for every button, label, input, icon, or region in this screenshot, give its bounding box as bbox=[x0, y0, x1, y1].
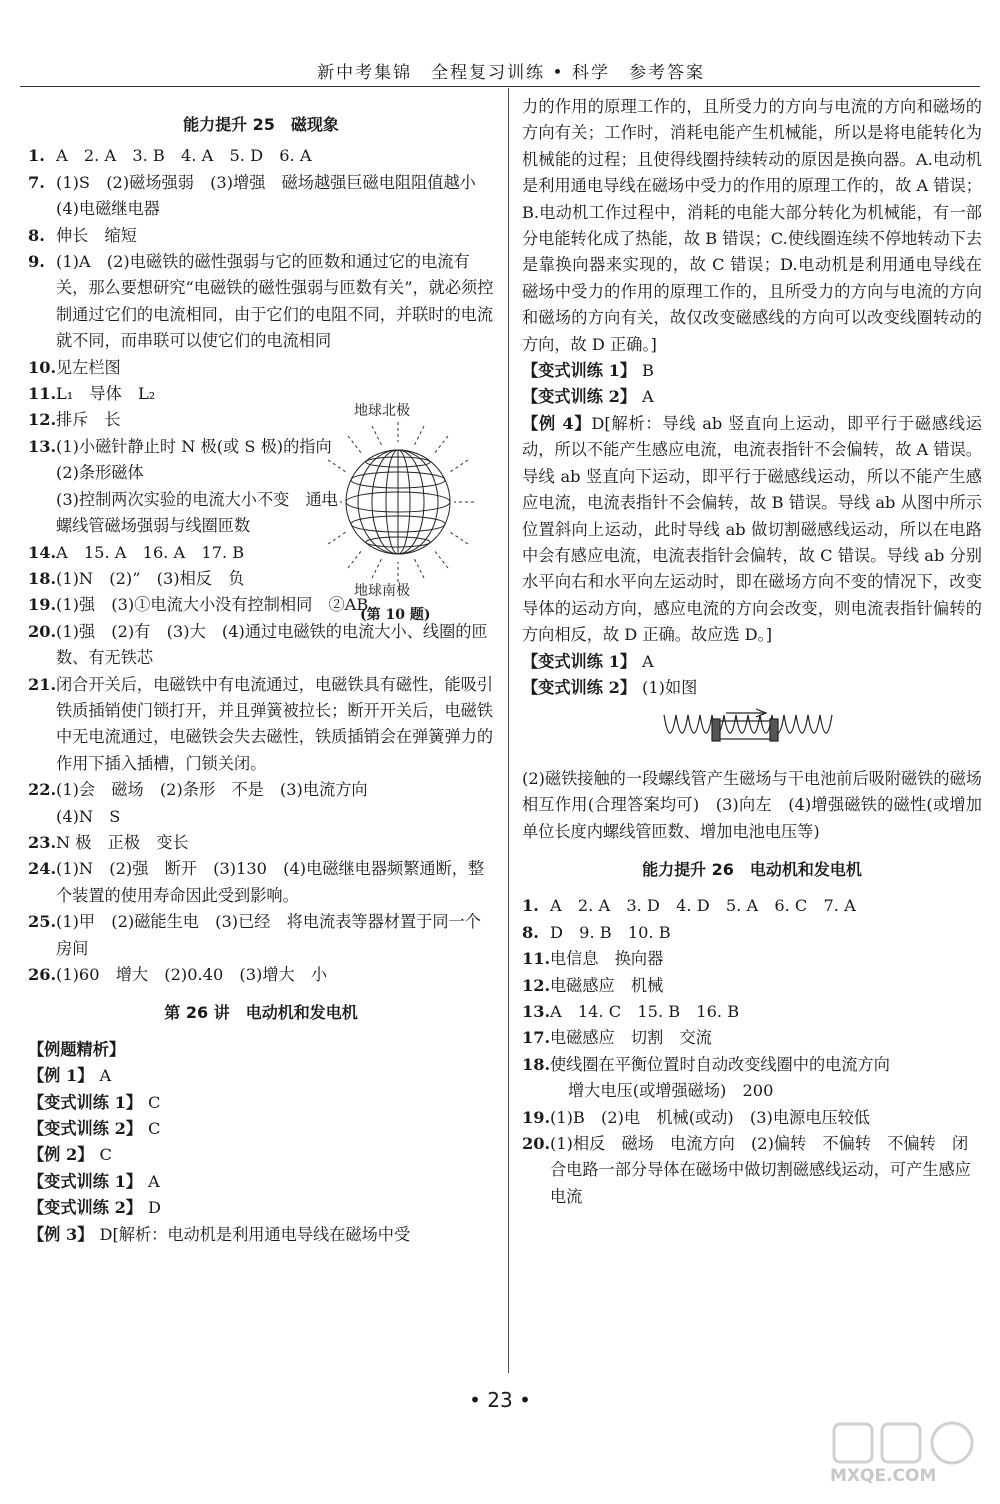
question-number: 22. bbox=[28, 780, 57, 800]
south-pole-label: 地球南极 bbox=[354, 583, 410, 599]
answer-text: (4)N S bbox=[56, 806, 121, 826]
question-number: 7. bbox=[28, 172, 45, 192]
answer-text: (1)B (2)电 机械(或动) (3)电源电压较低 bbox=[550, 1107, 870, 1127]
question-number: 13. bbox=[522, 1002, 551, 1021]
example-answer: (1)如图 bbox=[642, 677, 698, 697]
answer-line bbox=[28, 804, 494, 830]
example-tag: 【例 3】 bbox=[28, 1224, 94, 1244]
example-tag: 【变式训练 1】 bbox=[28, 1171, 143, 1191]
variant2-answer: (2)磁铁接触的一段螺线管产生磁场与干电池前后吸附磁铁的磁场相互作用(合理答案均可) (3)向左 (4)增强磁铁的磁性(或增加单位长度内螺线管匝数、增加电池电压等) bbox=[522, 768, 982, 841]
question-number: 8. bbox=[28, 225, 45, 245]
answer-text: (1)N (2)” (3)相反 负 bbox=[56, 568, 245, 588]
answer-line bbox=[28, 909, 494, 962]
answer-line bbox=[522, 1078, 982, 1104]
answer-text: A 14. C 15. B 16. B bbox=[550, 1002, 740, 1021]
answer-line bbox=[522, 999, 982, 1025]
answer-line bbox=[522, 920, 982, 946]
solenoid-battery-figure bbox=[656, 707, 836, 753]
question-number: 11. bbox=[522, 949, 551, 969]
example-tag: 【变式训练 2】 bbox=[28, 1119, 143, 1139]
example-answer: A bbox=[642, 651, 654, 671]
question-number: 26. bbox=[28, 965, 57, 984]
answer-line bbox=[28, 170, 494, 223]
answer-line bbox=[28, 381, 352, 407]
answer-text: 伸长 缩短 bbox=[56, 225, 137, 245]
answer-text: (3)控制两次实验的电流大小不变 通电螺线管磁场强弱与线圈匝数 bbox=[56, 489, 338, 536]
north-pole-label: 地球北极 bbox=[354, 403, 410, 419]
example-line bbox=[28, 1222, 494, 1248]
lecture-title-26: 第 26 讲 电动机和发电机 bbox=[164, 1003, 358, 1023]
example4-text: D[解析：导线 ab 竖直向上运动，即平行于磁感线运动，所以不能产生感应电流，电流表指针不会偏转，故 A 错误。导线 ab 竖直向下运动，即平行于磁感线运动，所以不能产生感应电流，电流表指针不会偏转，故 B 错误。导线 ab 从图中所示位置斜向上运动，此时导线 ab 做切割磁感线运动，所以在电路中会有感应电流，电流表指针会偏转，故 C 错误。导线 ab 分别水平向右和水平向左运动时，即在磁场方向不变的情况下，改变导体的运动方向，感应电流的方向会改变，则电流表指针偏转的方向相反，故 D 正确。故应选 D。] bbox=[522, 413, 982, 645]
example-line bbox=[522, 358, 982, 384]
answer-line bbox=[28, 619, 494, 672]
question-number: 18. bbox=[28, 568, 57, 588]
question-number: 17. bbox=[522, 1028, 551, 1048]
answer-line bbox=[28, 962, 494, 988]
question-number: 14. bbox=[28, 542, 57, 562]
question-number: 13. bbox=[28, 436, 57, 456]
question-number: 23. bbox=[28, 832, 57, 852]
example-line bbox=[28, 1195, 494, 1221]
answer-text: (1)A (2)电磁铁的磁性强弱与它的匝数和通过它的电流有关，那么要想研究“电磁铁的磁性强弱与匝数有关”，就必须控制通过它们的电流相同，由于它们的电阻不同，并联时的电流就不同，而串联可以使它们的电流相同 bbox=[56, 252, 494, 351]
column-divider bbox=[508, 88, 509, 1373]
example-tag: 【例 1】 bbox=[28, 1066, 94, 1086]
answer-line bbox=[522, 1025, 982, 1051]
example-answer: A bbox=[99, 1066, 112, 1086]
answer-text: A 2. A 3. B 4. A 5. D 6. A bbox=[56, 146, 312, 166]
answer-text: (1)相反 磁场 电流方向 (2)偏转 不偏转 不偏转 闭合电路一部分导体在磁场中做切割磁感线运动，可产生感应电流 bbox=[550, 1134, 971, 1206]
answer-line bbox=[28, 249, 494, 355]
example4-block bbox=[522, 411, 982, 649]
question-number: 1. bbox=[28, 146, 45, 166]
question-number: 12. bbox=[28, 410, 57, 430]
right-column bbox=[522, 94, 982, 1210]
example-answer: C bbox=[148, 1119, 161, 1139]
example-tag: 【变式训练 1】 bbox=[28, 1092, 143, 1112]
answer-line bbox=[522, 973, 982, 999]
example-line bbox=[522, 384, 982, 410]
section-title-25: 能力提升 25 磁现象 bbox=[183, 115, 339, 134]
watermark-text: MXQE.COM bbox=[830, 1466, 937, 1486]
answer-line bbox=[28, 434, 352, 487]
answer-text: (1)小磁针静止时 N 极(或 S 极)的指向 (2)条形磁体 bbox=[56, 436, 348, 483]
answer-text: A 15. A 16. A 17. B bbox=[56, 542, 245, 562]
question-number: 9. bbox=[28, 252, 45, 272]
question-number: 18. bbox=[522, 1054, 551, 1074]
answer-text: N 极 正极 变长 bbox=[56, 832, 189, 852]
question-number: 20. bbox=[28, 621, 57, 641]
example-line bbox=[28, 1116, 494, 1142]
answer-text: 电磁感应 机械 bbox=[550, 975, 664, 995]
answer-line bbox=[522, 946, 982, 972]
example-answer: D[解析：电动机是利用通电导线在磁场中受 bbox=[99, 1224, 411, 1244]
answers-block-26 bbox=[522, 893, 982, 1210]
answer-line bbox=[28, 355, 352, 381]
answer-text: 排斥 长 bbox=[56, 410, 121, 430]
earth-magnetic-field-figure bbox=[322, 400, 474, 626]
answer-text: 增大电压(或增强磁场) 200 bbox=[568, 1081, 774, 1101]
answer-text: (1)N (2)强 断开 (3)130 (4)电磁继电器频繁通断，整个装置的使用寿命因此受到影响。 bbox=[56, 859, 485, 905]
example-tag: 【例题精析】 bbox=[28, 1039, 126, 1059]
example-tag: 【例 2】 bbox=[28, 1145, 94, 1165]
question-number: 1. bbox=[522, 896, 539, 916]
answer-text: 电磁感应 切割 交流 bbox=[550, 1028, 712, 1048]
example3-analysis: 力的作用的原理工作的，且所受力的方向与电流的方向和磁场的方向有关；工作时，消耗电能产生机械能，所以是将电能转化为机械能的过程；且使得线圈持续转动的原因是换向器。A.电动机是利用通电导线在磁场中受力的作用的原理工作的，故 A 错误；B.电动机工作过程中，消耗的电能大部分转化为机械能，有一部分电能转化成了热能，故 B 错误；C.使线圈连续不停地转动下去是靠换向器来实现的，故 C 错误；D.电动机是利用通电导线在磁场中受力的作用的原理工作的，且所受力的方向与电流的方向和磁场的方向有关，故仅改变磁感线的方向可以改变线圈转动的方向，故 D 正确。] bbox=[522, 97, 983, 354]
question-number: 8. bbox=[522, 922, 539, 942]
earth-field-illustration bbox=[322, 420, 474, 600]
question-number: 21. bbox=[28, 674, 57, 694]
example-line bbox=[28, 1037, 494, 1063]
question-number: 25. bbox=[28, 912, 57, 932]
example-line bbox=[28, 1063, 494, 1089]
watermark-logo bbox=[826, 1418, 986, 1498]
question-number: 12. bbox=[522, 975, 551, 995]
answer-line bbox=[28, 487, 352, 540]
example-tag: 【变式训练 1】 bbox=[522, 651, 637, 671]
figure-caption: (第 10 题) bbox=[360, 607, 431, 623]
header-rule bbox=[20, 86, 980, 87]
example-tag: 【变式训练 1】 bbox=[522, 361, 637, 381]
example-answer: C bbox=[99, 1145, 112, 1165]
answer-text: (1)甲 (2)磁能生电 (3)已经 将电流表等器材置于同一个房间 bbox=[56, 912, 481, 958]
answer-text: 使线圈在平衡位置时自动改变线圈中的电流方向 bbox=[550, 1054, 890, 1074]
answer-text: (1)60 增大 (2)0.40 (3)增大 小 bbox=[56, 965, 328, 984]
question-number: 19. bbox=[522, 1107, 551, 1127]
example-tag: 【变式训练 2】 bbox=[28, 1198, 143, 1218]
example-answer: A bbox=[148, 1171, 160, 1191]
answer-text: (1)强 (3)①电流大小没有控制相同 ②AB bbox=[56, 595, 369, 615]
answer-text: 闭合开关后，电磁铁中有电流通过，电磁铁具有磁性，能吸引铁质插销使门锁打开，并且弹簧被拉长；断开开关后，电磁铁中无电流通过，电磁铁会失去磁性，铁质插销会在弹簧弹力的作用下插入插槽，门锁关闭。 bbox=[56, 674, 494, 773]
answer-line bbox=[522, 893, 982, 919]
example-answer: D bbox=[148, 1198, 162, 1218]
answer-text: A 2. A 3. D 4. D 5. A 6. C 7. A bbox=[550, 896, 856, 916]
section-title-26: 能力提升 26 电动机和发电机 bbox=[642, 859, 862, 879]
answer-line bbox=[522, 1105, 982, 1131]
example-line bbox=[522, 675, 982, 701]
question-number: 11. bbox=[28, 384, 57, 404]
example-answer: A bbox=[642, 387, 654, 407]
page-header: 新中考集锦 全程复习训练 • 科学 参考答案 bbox=[317, 63, 705, 83]
answer-text: L₁ 导体 L₂ bbox=[56, 384, 156, 404]
question-number: 20. bbox=[522, 1134, 551, 1154]
example-line bbox=[28, 1169, 494, 1195]
answer-text: 电信息 换向器 bbox=[550, 949, 664, 969]
question-number: 19. bbox=[28, 595, 57, 615]
example-answer: C bbox=[148, 1092, 161, 1112]
example4-tag: 【例 4】 bbox=[522, 413, 592, 433]
variants-block-a bbox=[522, 358, 982, 411]
page-number: • 23 • bbox=[469, 1388, 531, 1412]
answer-text: (1)会 磁场 (2)条形 不是 (3)电流方向 bbox=[56, 780, 368, 800]
question-number: 10. bbox=[28, 357, 57, 377]
question-number: 24. bbox=[28, 859, 57, 879]
example-tag: 【变式训练 2】 bbox=[522, 387, 637, 407]
answer-line bbox=[28, 223, 494, 249]
answer-line bbox=[28, 672, 494, 778]
answer-line bbox=[522, 1052, 982, 1078]
example-answer: B bbox=[642, 361, 654, 381]
answer-line bbox=[522, 1131, 982, 1210]
answer-line bbox=[28, 407, 352, 433]
left-column bbox=[28, 106, 494, 1248]
answer-line bbox=[28, 143, 494, 169]
answer-text: 见左栏图 bbox=[56, 357, 121, 377]
answer-text: (1)强 (2)有 (3)大 (4)通过电磁铁的电流大小、线圈的匝数、有无铁芯 bbox=[56, 621, 488, 668]
answer-line bbox=[28, 830, 494, 856]
variants-block-b bbox=[522, 649, 982, 702]
example-line bbox=[522, 649, 982, 675]
example-tag: 【变式训练 2】 bbox=[522, 677, 637, 697]
example-line bbox=[28, 1142, 494, 1168]
examples-block bbox=[28, 1037, 494, 1248]
example-line bbox=[28, 1090, 494, 1116]
answer-text: (1)S (2)磁场强弱 (3)增强 磁场越强巨磁电阻阻值越小 (4)电磁继电器 bbox=[56, 172, 493, 219]
answer-line bbox=[28, 777, 494, 803]
answer-line bbox=[28, 856, 494, 909]
answer-text: D 9. B 10. B bbox=[550, 922, 671, 942]
